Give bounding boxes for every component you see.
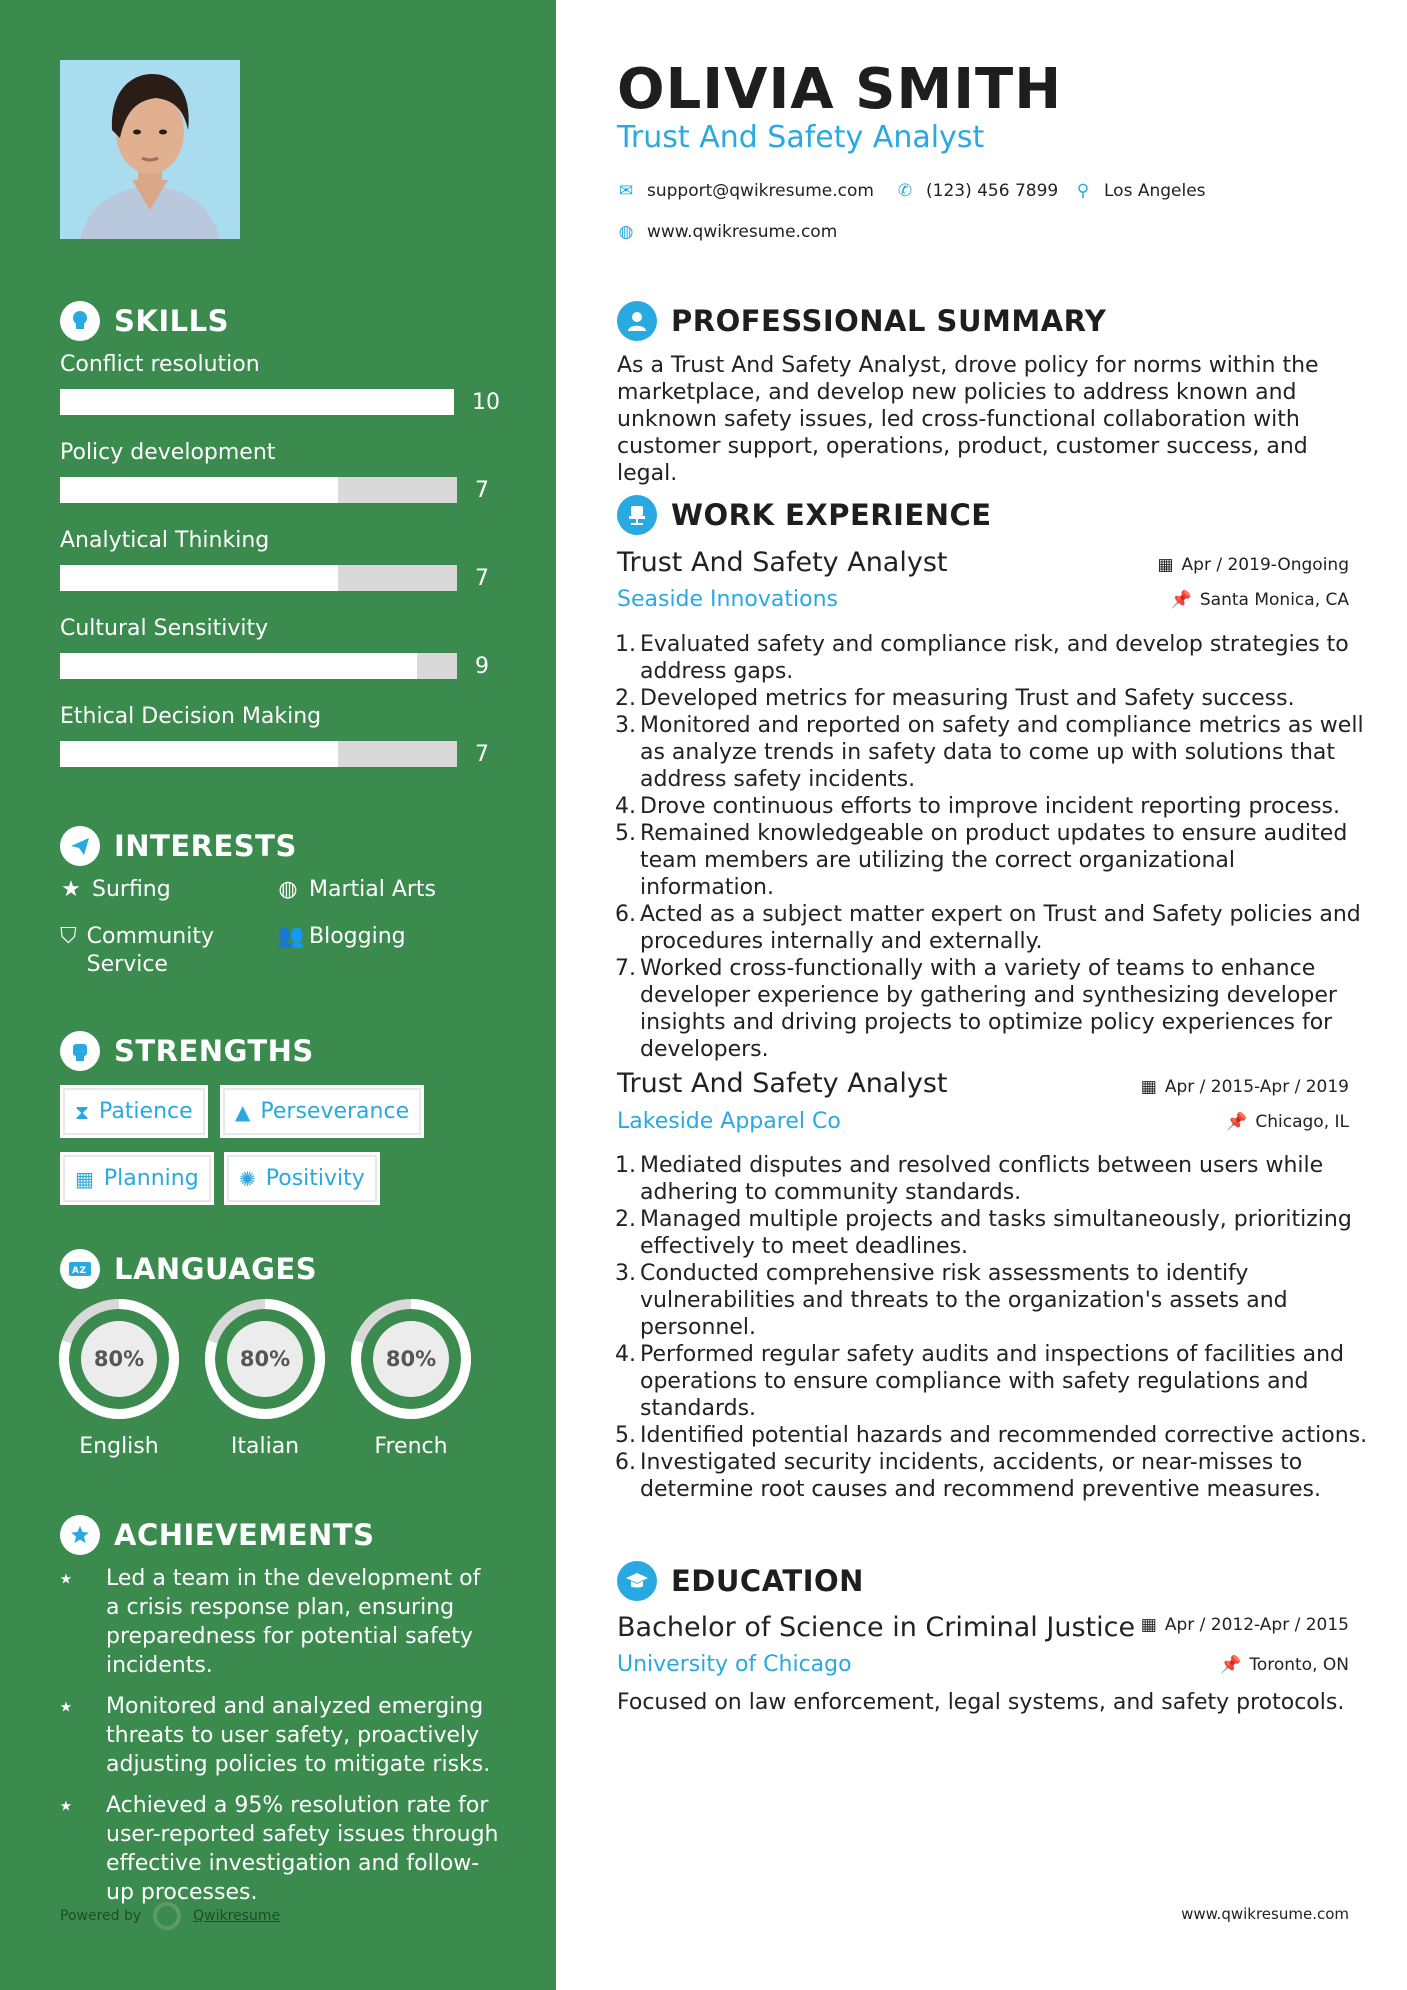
- achievement-text: Achieved a 95% resolution rate for user-reported safety issues through effective investigation and follow-up processes.: [106, 1793, 499, 1905]
- interest-label: Martial Arts: [309, 877, 437, 902]
- achievements-title: ACHIEVEMENTS: [114, 1518, 375, 1552]
- language-name: French: [374, 1434, 448, 1459]
- interests-heading: [60, 826, 297, 866]
- language-name: English: [79, 1434, 159, 1459]
- interest-item: [60, 923, 250, 979]
- job-dates: [1157, 555, 1349, 575]
- achievement-item: [60, 1692, 500, 1779]
- skill-value: 7: [475, 565, 489, 591]
- list-item: 1. Evaluated safety and compliance risk, and develop strategies to address gaps.: [615, 632, 1349, 684]
- calendar-icon: ▦: [75, 1166, 94, 1191]
- shooting-star-icon: ⭑: [60, 1694, 72, 1719]
- skills-heading: [60, 301, 229, 341]
- skill-item: [60, 440, 500, 503]
- svg-text:AZ: AZ: [72, 1266, 87, 1276]
- powered-by: [60, 1902, 280, 1930]
- shooting-star-icon: ⭑: [60, 1566, 72, 1591]
- degree-title: Bachelor of Science in Criminal Justice: [617, 1612, 1136, 1643]
- skill-value: 7: [475, 741, 489, 767]
- chair-icon: [617, 495, 657, 535]
- pin-icon: 📌: [1226, 1112, 1248, 1132]
- languages-heading: [60, 1249, 317, 1289]
- globe-icon: ◍: [278, 877, 298, 902]
- summary-title: PROFESSIONAL SUMMARY: [671, 304, 1107, 338]
- powered-by-label: Powered by: [60, 1908, 142, 1924]
- job-duties-list: [610, 631, 1370, 1063]
- strength-tag: [60, 1085, 208, 1138]
- lightbulb-icon: [60, 301, 100, 341]
- languages-title: LANGUAGES: [114, 1252, 318, 1286]
- list-item: 7. Worked cross-functionally with a variety of teams to enhance developer experience by gathering and synthesizing developer insights and driving projects to optimize policy experiences for developers.: [615, 956, 1337, 1062]
- contact-phone: [896, 181, 1058, 201]
- star-icon: ★: [61, 877, 81, 902]
- education-title: EDUCATION: [671, 1564, 864, 1598]
- skill-bar: [60, 653, 457, 679]
- phone-icon: ✆: [897, 181, 913, 201]
- pin-icon: 📌: [1220, 1655, 1242, 1675]
- job-title: Trust And Safety Analyst: [617, 1068, 948, 1099]
- language-progress-ring: [58, 1298, 180, 1420]
- candidate-role: Trust And Safety Analyst: [617, 120, 985, 155]
- list-item: 6. Acted as a subject matter expert on Trust and Safety policies and procedures internally and externally.: [615, 902, 1361, 954]
- achievement-text: Monitored and analyzed emerging threats to user safety, proactively adjusting policies to mitigate risks.: [106, 1694, 491, 1777]
- qwikresume-link[interactable]: Qwikresume: [193, 1908, 281, 1924]
- strength-tag: [60, 1152, 214, 1205]
- website-text[interactable]: www.qwikresume.com: [647, 222, 838, 242]
- list-item: 2. Developed metrics for measuring Trust and Safety success.: [615, 686, 1295, 711]
- interest-label: Surfing: [92, 877, 171, 902]
- phone-text: (123) 456 7899: [926, 181, 1059, 201]
- job-dates: [1141, 1077, 1349, 1097]
- language-percent: 80%: [93, 1347, 145, 1371]
- job-location: [1171, 590, 1349, 610]
- candidate-name: OLIVIA SMITH: [617, 57, 1063, 122]
- education-location-text: Toronto, ON: [1249, 1655, 1349, 1675]
- school-name: University of Chicago: [617, 1652, 852, 1677]
- strengths-heading: [60, 1031, 314, 1071]
- strength-label: Positivity: [265, 1166, 365, 1191]
- profile-photo: [60, 60, 240, 239]
- hourglass-icon: ⧗: [75, 1099, 90, 1124]
- list-item: 2. Managed multiple projects and tasks simultaneously, prioritizing effectively to meet deadlines.: [615, 1207, 1352, 1259]
- portrait-image: [60, 60, 240, 239]
- list-item: 4. Drove continuous efforts to improve incident reporting process.: [615, 794, 1340, 819]
- job-company: Lakeside Apparel Co: [617, 1109, 841, 1134]
- job-location: [1226, 1112, 1349, 1132]
- skill-bar-fill: [60, 653, 417, 679]
- job-dates-text: Apr / 2015-Apr / 2019: [1164, 1077, 1349, 1097]
- experience-title: WORK EXPERIENCE: [671, 498, 992, 532]
- job-dates-text: Apr / 2019-Ongoing: [1181, 555, 1349, 575]
- globe-icon: ◍: [618, 222, 634, 242]
- list-item: 5. Remained knowledgeable on product updates to ensure audited team members are utilizing the correct organizational information.: [615, 821, 1348, 900]
- skill-item: [60, 352, 500, 415]
- language-name: Italian: [230, 1434, 300, 1459]
- skill-bar-fill: [60, 565, 338, 591]
- list-item: 6. Investigated security incidents, accidents, or near-misses to determine root causes and recommend preventive measures.: [615, 1450, 1321, 1502]
- contact-website: [617, 222, 837, 242]
- fist-icon: [60, 1031, 100, 1071]
- strength-label: Patience: [99, 1099, 193, 1124]
- skill-name: Policy development: [60, 440, 276, 465]
- skill-item: [60, 528, 500, 591]
- email-text[interactable]: support@qwikresume.com: [647, 181, 874, 201]
- skill-bar: [60, 565, 457, 591]
- job-location-text: Chicago, IL: [1255, 1112, 1349, 1132]
- skill-bar: [60, 741, 457, 767]
- achievement-item: [60, 1564, 500, 1680]
- job-title: Trust And Safety Analyst: [617, 547, 948, 578]
- shield-icon: ⛉: [60, 924, 77, 949]
- road-icon: ▲: [235, 1099, 251, 1124]
- main-content: [556, 0, 1407, 1990]
- interest-label: Community Service: [86, 924, 214, 977]
- skill-item: [60, 616, 500, 679]
- qwikresume-logo-icon: [153, 1902, 181, 1930]
- skill-bar-fill: [60, 741, 338, 767]
- shooting-star-icon: ⭑: [60, 1793, 72, 1818]
- language-progress-ring: [204, 1298, 326, 1420]
- summary-heading: [617, 301, 1106, 341]
- calendar-icon: ▦: [1140, 1615, 1157, 1635]
- envelope-icon: ✉: [618, 181, 634, 201]
- skill-item: [60, 704, 500, 767]
- language-item: [350, 1298, 472, 1459]
- skill-name: Cultural Sensitivity: [60, 616, 269, 641]
- calendar-icon: ▦: [1157, 555, 1174, 575]
- location-text: Los Angeles: [1104, 181, 1206, 201]
- education-dates-text: Apr / 2012-Apr / 2015: [1164, 1615, 1349, 1635]
- job-duties-list: [610, 1152, 1370, 1503]
- contact-email: [617, 181, 874, 201]
- skill-bar: [60, 477, 457, 503]
- star-badge-icon: [60, 1515, 100, 1555]
- pin-icon: 📌: [1170, 590, 1192, 610]
- skill-bar: [60, 389, 454, 415]
- skill-bar-fill: [60, 389, 454, 415]
- language-progress-ring: [350, 1298, 472, 1420]
- strength-tag: [220, 1085, 424, 1138]
- list-item: 5. Identified potential hazards and recommended corrective actions.: [615, 1423, 1368, 1448]
- skill-value: 10: [472, 389, 500, 415]
- job-company: Seaside Innovations: [617, 587, 838, 612]
- skill-bar-fill: [60, 477, 338, 503]
- users-icon: 👥: [277, 924, 305, 949]
- skill-name: Conflict resolution: [60, 352, 260, 377]
- language-percent: 80%: [385, 1347, 437, 1371]
- sun-icon: ✺: [239, 1166, 256, 1191]
- sidebar: [0, 0, 556, 1990]
- job-location-text: Santa Monica, CA: [1199, 590, 1349, 610]
- skill-value: 9: [475, 653, 489, 679]
- strength-label: Planning: [103, 1166, 199, 1191]
- interest-item: [277, 923, 406, 951]
- strength-label: Perseverance: [260, 1099, 410, 1124]
- language-percent: 80%: [239, 1347, 291, 1371]
- achievement-item: [60, 1791, 500, 1907]
- graduation-cap-icon: [617, 1561, 657, 1601]
- interest-item: [277, 876, 436, 904]
- translate-icon: [60, 1249, 100, 1289]
- footer-url[interactable]: www.qwikresume.com: [1181, 1905, 1349, 1923]
- experience-heading: [617, 495, 992, 535]
- summary-text: As a Trust And Safety Analyst, drove policy for norms within the marketplace, and develop new policies to address known and unknown safety issues, led cross-functional collaboration with customer support, operations, product, customer success, and legal.: [617, 353, 1319, 486]
- skills-title: SKILLS: [114, 304, 229, 338]
- education-heading: [617, 1561, 864, 1601]
- list-item: 1. Mediated disputes and resolved conflicts between users while adhering to community standards.: [615, 1153, 1324, 1205]
- skill-name: Analytical Thinking: [60, 528, 270, 553]
- language-item: [204, 1298, 326, 1459]
- interest-label: Blogging: [309, 924, 406, 949]
- achievement-text: Led a team in the development of a crisis response plan, ensuring preparedness for potential safety incidents.: [106, 1566, 481, 1678]
- list-item: 3. Conducted comprehensive risk assessments to identify vulnerabilities and threats to the organization's assets and personnel.: [615, 1261, 1288, 1340]
- language-item: [58, 1298, 180, 1459]
- achievements-heading: [60, 1515, 374, 1555]
- interests-title: INTERESTS: [114, 829, 297, 863]
- contact-location: [1074, 181, 1206, 201]
- list-item: 4. Performed regular safety audits and inspections of facilities and operations to ensure compliance with safety regulations and standards.: [615, 1342, 1344, 1421]
- education-location: [1220, 1655, 1349, 1675]
- calendar-icon: ▦: [1140, 1077, 1157, 1097]
- paper-plane-icon: [60, 826, 100, 866]
- skill-name: Ethical Decision Making: [60, 704, 322, 729]
- strengths-title: STRENGTHS: [114, 1034, 314, 1068]
- interest-item: [60, 876, 171, 904]
- education-dates: [1141, 1615, 1349, 1635]
- map-pin-icon: ⚲: [1076, 181, 1090, 201]
- education-description: Focused on law enforcement, legal systems, and safety protocols.: [617, 1690, 1345, 1715]
- skill-value: 7: [475, 477, 489, 503]
- user-icon: [617, 301, 657, 341]
- strength-tag: [224, 1152, 380, 1205]
- list-item: 3. Monitored and reported on safety and compliance metrics as well as analyze trends in safety data to come up with solutions that address safety incidents.: [615, 713, 1364, 792]
